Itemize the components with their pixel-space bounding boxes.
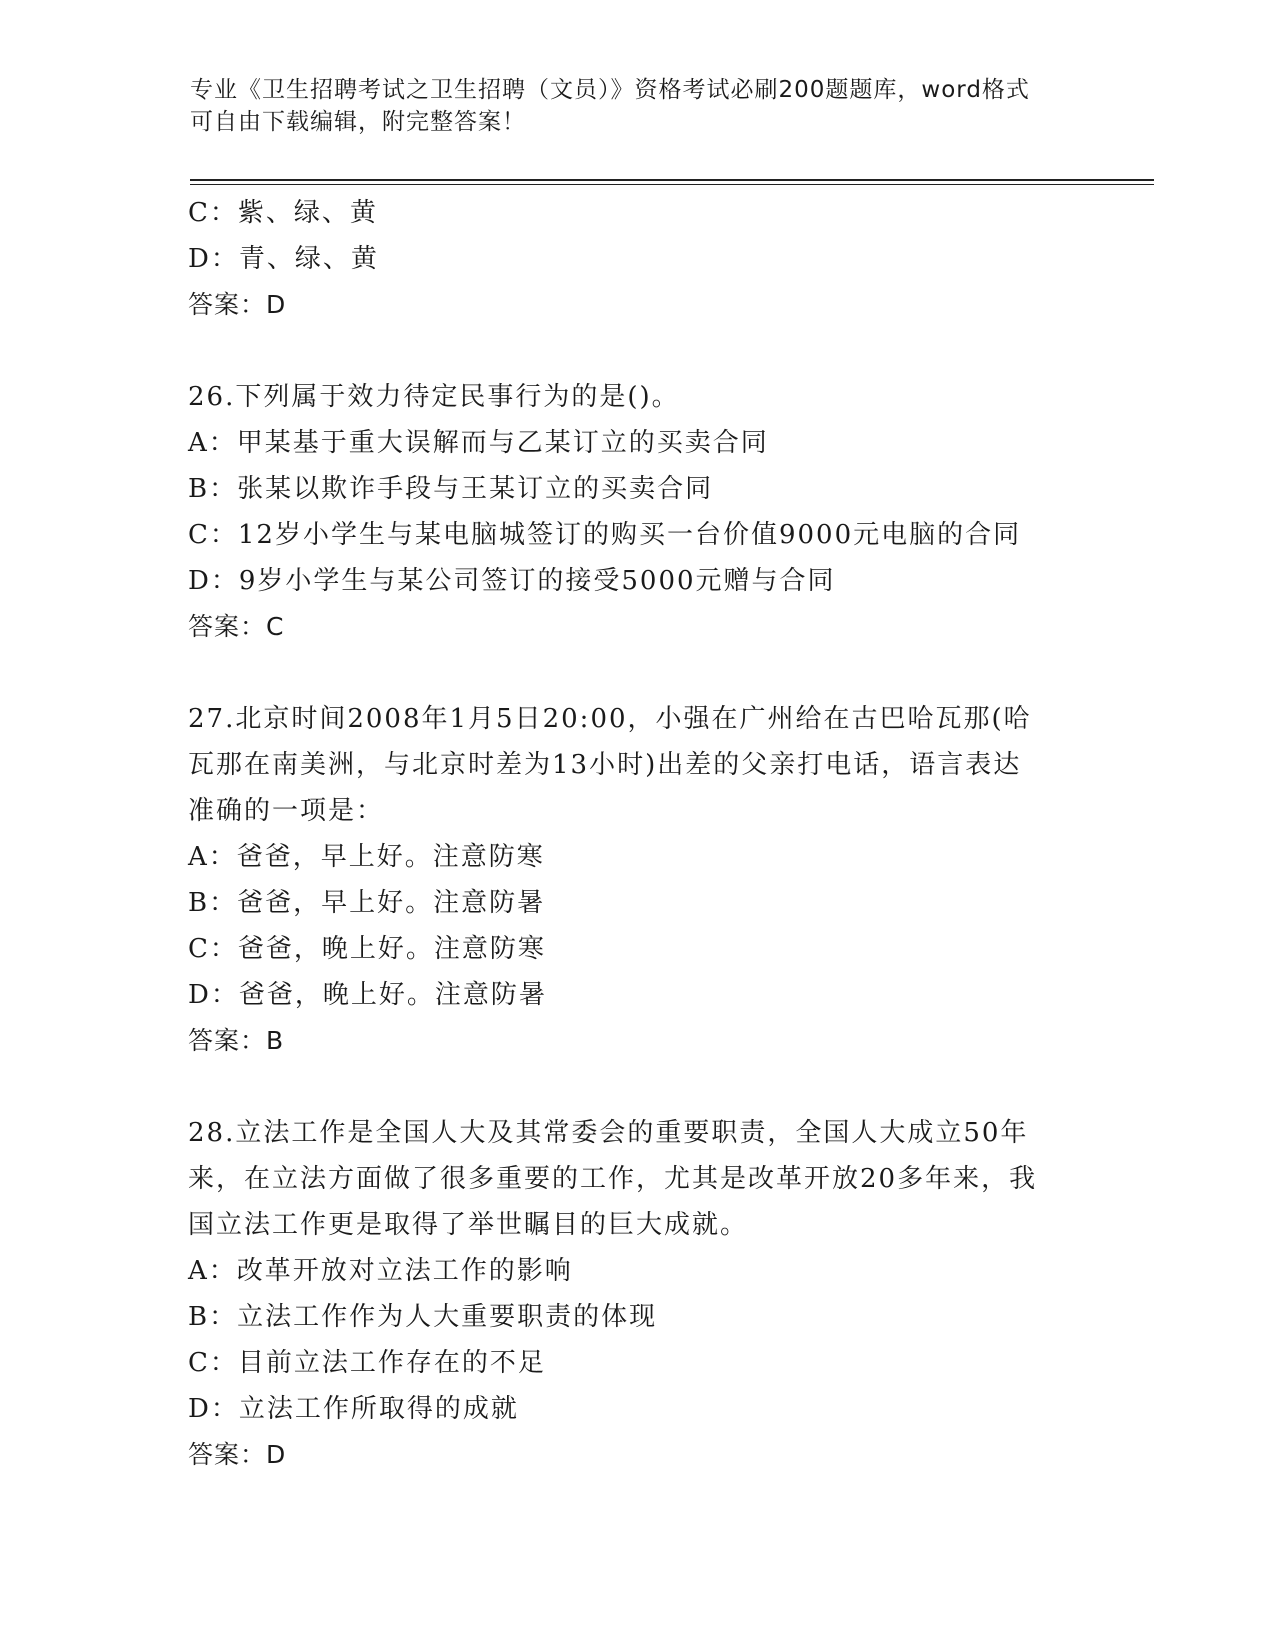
option-d: D：青、绿、黄 xyxy=(188,244,379,274)
option-c: C：12岁小学生与某电脑城签订的购买一台价值9000元电脑的合同 xyxy=(188,520,1022,550)
answer-line: 答案：B xyxy=(188,1026,285,1055)
option-a: A：爸爸，早上好。注意防寒 xyxy=(188,842,545,872)
question-stem-line-2: 瓦那在南美洲，与北京时差为13小时)出差的父亲打电话，语言表达 xyxy=(188,750,1022,780)
header-title-line-2: 可自由下载编辑，附完整答案！ xyxy=(190,109,526,135)
question-stem: 26.下列属于效力待定民事行为的是()。 xyxy=(188,382,680,412)
header-divider-thick xyxy=(190,179,1154,181)
option-b: B：爸爸，早上好。注意防暑 xyxy=(188,888,546,918)
question-list xyxy=(188,190,1088,1478)
document-header xyxy=(190,74,1090,138)
option-a: A：甲某基于重大误解而与乙某订立的买卖合同 xyxy=(188,428,769,458)
answer-line: 答案：C xyxy=(188,612,285,641)
question-stem-line-3: 准确的一项是： xyxy=(188,796,385,826)
answer-line: 答案：D xyxy=(188,1440,287,1469)
answer-line: 答案：D xyxy=(188,290,287,319)
question-27 xyxy=(188,696,1088,1064)
question-stem-line-2: 来，在立法方面做了很多重要的工作，尤其是改革开放20多年来，我 xyxy=(188,1164,1038,1194)
option-b: B：张某以欺诈手段与王某订立的买卖合同 xyxy=(188,474,714,504)
option-d: D：立法工作所取得的成就 xyxy=(188,1394,519,1424)
option-c: C：爸爸，晚上好。注意防寒 xyxy=(188,934,546,964)
spacer xyxy=(188,650,1088,696)
header-divider-thin xyxy=(190,184,1154,185)
option-c: C：紫、绿、黄 xyxy=(188,198,378,228)
question-25-tail xyxy=(188,190,1088,328)
option-d: D：9岁小学生与某公司签订的接受5000元赠与合同 xyxy=(188,566,836,596)
question-stem-line-1: 28.立法工作是全国人大及其常委会的重要职责，全国人大成立50年 xyxy=(188,1118,1029,1148)
question-stem-line-1: 27.北京时间2008年1月5日20:00，小强在广州给在古巴哈瓦那(哈 xyxy=(188,704,1032,734)
question-28 xyxy=(188,1110,1088,1478)
option-a: A：改革开放对立法工作的影响 xyxy=(188,1256,573,1286)
option-d: D：爸爸，晚上好。注意防暑 xyxy=(188,980,547,1010)
option-c: C：目前立法工作存在的不足 xyxy=(188,1348,546,1378)
spacer xyxy=(188,1064,1088,1110)
question-26 xyxy=(188,374,1088,650)
header-title-line-1: 专业《卫生招聘考试之卫生招聘（文员）》资格考试必刷200题题库，word格式 xyxy=(190,77,1030,103)
question-stem-line-3: 国立法工作更是取得了举世瞩目的巨大成就。 xyxy=(188,1210,749,1240)
spacer xyxy=(188,328,1088,374)
option-b: B：立法工作作为人大重要职责的体现 xyxy=(188,1302,658,1332)
